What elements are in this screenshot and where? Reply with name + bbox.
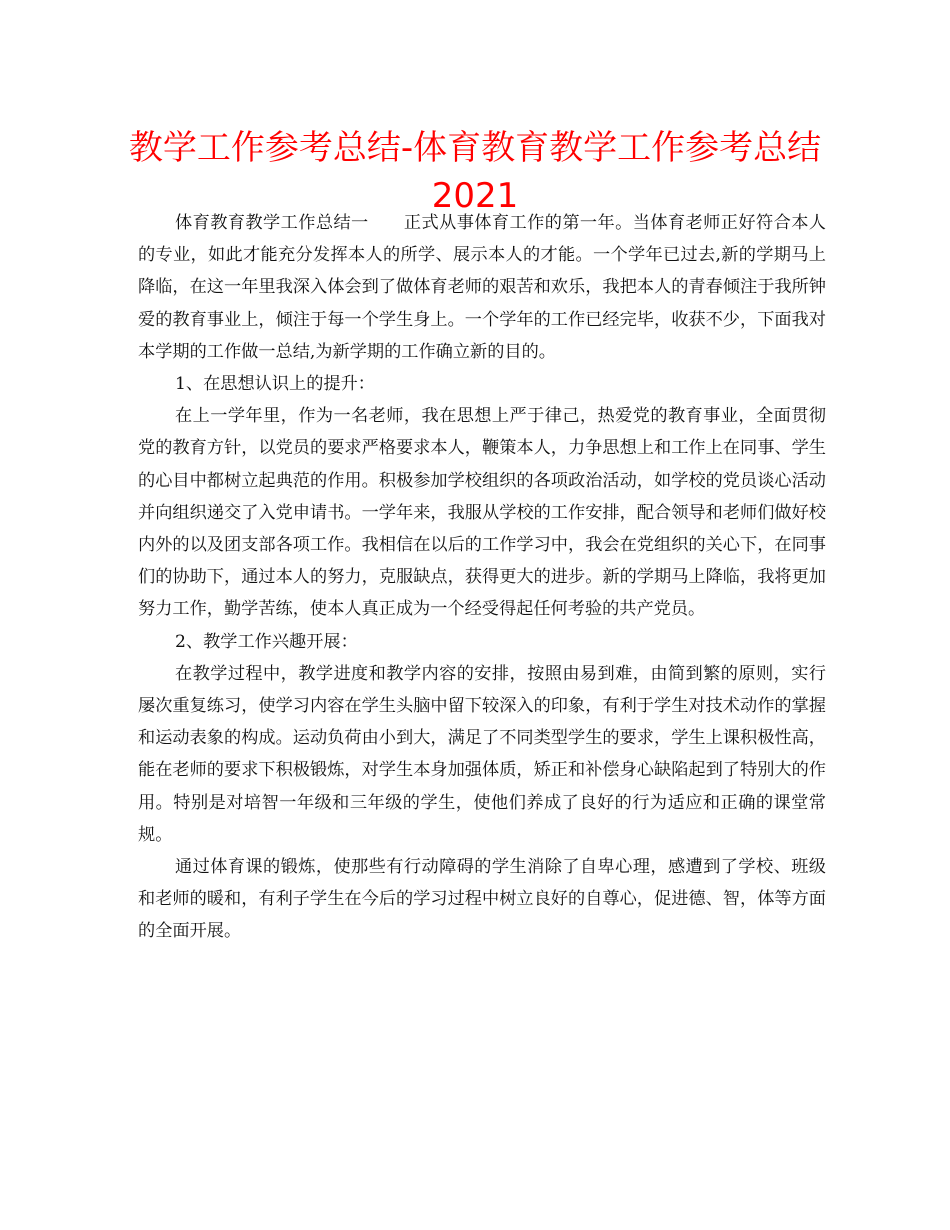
section-heading-1: 1、在思想认识上的提升： [175,374,375,395]
document-body [138,207,826,948]
paragraph-intro: 体育教育教学工作总结一 正式从事体育工作的第一年。当体育老师正好符合本人的专业，如此才能充分发挥本人的所学、展示本人的才能。一个学年已过去,新的学期马上降临，在这一年里我深入体会到了做体育老师的艰苦和欢乐，我把本人的青春倾注于我所钟爱的教育事业上，倾注于每一个学生身上。一个学年的工作已经完毕，收获不少，下面我对本学期的工作做一总结,为新学期的工作确立新的目的。 [138,213,826,362]
paragraph-closing: 通过体育课的锻炼，使那些有行动障碍的学生消除了自卑心理，感遭到了学校、班级和老师的暖和，有利子学生在今后的学习过程中树立良好的自尊心，促进德、智，体等方面的全面开展。 [138,857,826,942]
paragraph-section-1: 在上一学年里，作为一名老师，我在思想上严于律己，热爱党的教育事业，全面贯彻党的教育方针，以党员的要求严格要求本人，鞭策本人，力争思想上和工作上在同事、学生的心目中都树立起典范的作用。积极参加学校组织的各项政治活动，如学校的党员谈心活动并向组织递交了入党申请书。一学年来，我服从学校的工作安排，配合领导和老师们做好校内外的以及团支部各项工作。我相信在以后的工作学习中，我会在党组织的关心下，在同事们的协助下，通过本人的努力，克服缺点，获得更大的进步。新的学期马上降临，我将更加努力工作，勤学苦练，使本人真正成为一个经受得起任何考验的共产党员。 [138,406,826,620]
section-heading-2: 2、教学工作兴趣开展： [175,631,358,652]
paragraph-section-2: 在教学过程中，教学进度和教学内容的安排，按照由易到难，由简到繁的原则，实行屡次重复练习，使学习内容在学生头脑中留下较深入的印象，有利于学生对技术动作的掌握和运动表象的构成。运动负荷由小到大，满足了不同类型学生的要求，学生上课积极性高，能在老师的要求下积极锻炼，对学生本身加强体质，矫正和补偿身心缺陷起到了特别大的作用。特别是对培智一年级和三年级的学生，使他们养成了良好的行为适应和正确的课堂常规。 [138,663,826,845]
document-title: 教学工作参考总结-体育教育教学工作参考总结2021 [128,128,822,216]
